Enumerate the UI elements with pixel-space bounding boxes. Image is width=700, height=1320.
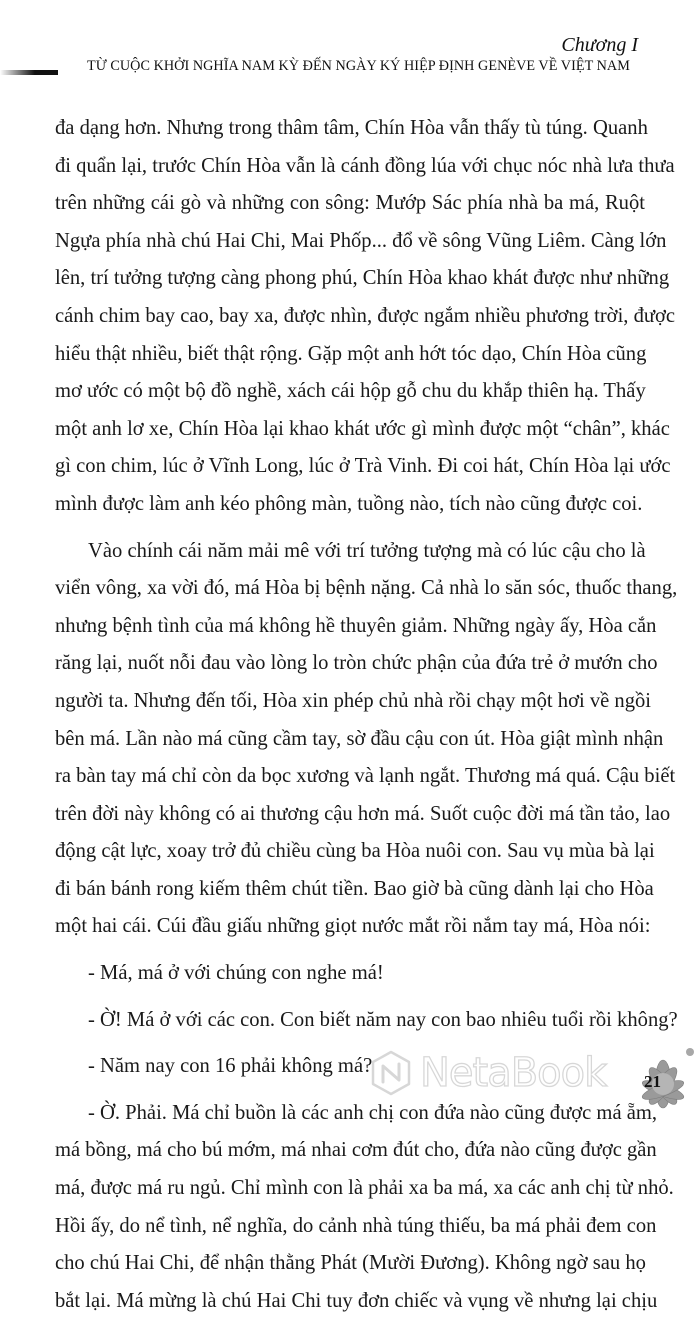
watermark <box>370 1050 606 1096</box>
text-line: răng lại, nuốt nỗi đau vào lòng lo tròn chức phận của đứa trẻ ở mướn cho <box>55 652 658 675</box>
text-line: người ta. Nhưng đến tối, Hòa xin phép chủ nhà rồi chạy một hơi về ngồi <box>55 689 652 712</box>
text-line: nhưng bệnh tình của má không hề thuyên giảm. Những ngày ấy, Hòa cắn <box>55 614 657 637</box>
text-line: cho chú Hai Chi, để nhận thằng Phát (Mười Đương). Không ngờ sau họ <box>55 1252 646 1275</box>
text-line: má, được má ru ngủ. Chỉ mình con là phải xa ba má, xa các anh chị từ nhỏ. <box>55 1177 674 1200</box>
text-line: đa dạng hơn. Nhưng trong thâm tâm, Chín Hòa vẫn thấy tù túng. Quanh <box>55 117 648 139</box>
text-line: đi bán bánh rong kiếm thêm chút tiền. Bao giờ bà cũng dành lại cho Hòa <box>55 877 654 900</box>
text-line: Vào chính cái năm mải mê với trí tưởng tượng mà có lúc cậu cho là <box>88 539 646 562</box>
dialog-line <box>55 955 645 993</box>
text-line: đi quẩn lại, trước Chín Hòa vẫn là cánh đồng lúa với chục nóc nhà lưa thưa <box>55 154 675 177</box>
paragraph-gap <box>55 524 645 533</box>
text-line: Hồi ấy, do nể tình, nể nghĩa, do cảnh nhà túng thiếu, ba má phải đem con <box>55 1214 657 1237</box>
text-line: trên những cái gò và những con sông: Mướp Sác phía nhà ba má, Ruột <box>55 192 645 215</box>
paragraph-gap <box>55 1039 645 1048</box>
text-line: - Ờ! Má ở với các con. Con biết năm nay con bao nhiêu tuổi rồi không? <box>88 1008 678 1031</box>
netabook-logo-icon <box>370 1050 412 1096</box>
text-line: Ngựa phía nhà chú Hai Chi, Mai Phốp... đổ về sông Vũng Liêm. Càng lớn <box>55 229 667 252</box>
running-header-title: TỪ CUỘC KHỞI NGHĨA NAM KỲ ĐẾN NGÀY KÝ HIỆP ĐỊNH GENÈVE VỀ VIỆT NAM <box>87 58 630 74</box>
text-line: hiểu thật nhiều, biết thật rộng. Gặp một anh hớt tóc dạo, Chín Hòa cũng <box>55 342 647 365</box>
paragraph-gap <box>55 946 645 955</box>
text-line: bên má. Lần nào má cũng cầm tay, sờ đầu cậu con út. Hòa giật mình nhận <box>55 727 664 750</box>
text-line: mơ ước có một bộ đồ nghề, xách cái hộp gỗ chu du khắp thiên hạ. Thấy <box>55 380 646 403</box>
chapter-label: Chương I <box>561 34 638 56</box>
paragraph <box>55 110 676 524</box>
text-line: - Ờ. Phải. Má chỉ buồn là các anh chị con đứa nào cũng được má ẵm, <box>88 1101 658 1124</box>
text-line: ra bàn tay má chỉ còn da bọc xương và lạnh ngắt. Thương má quá. Cậu biết <box>55 765 676 788</box>
text-line: lên, trí tưởng tượng càng phong phú, Chín Hòa khao khát được như những <box>55 267 670 290</box>
paragraph <box>55 533 678 947</box>
text-line: mình được làm anh kéo phông màn, tuồng nào, tích nào cũng được coi. <box>55 492 643 515</box>
text-line: viển vông, xa vời đó, má Hòa bị bệnh nặng. Cả nhà lo săn sóc, thuốc thang, <box>55 577 678 600</box>
paragraph <box>55 1095 674 1320</box>
text-line: - Năm nay con 16 phải không má? <box>88 1055 373 1078</box>
dialog-line <box>55 1002 678 1040</box>
page-number: 21 <box>644 1072 661 1091</box>
text-line: gì con chim, lúc ở Vĩnh Long, lúc ở Trà Vinh. Đi coi hát, Chín Hòa lại ước <box>55 455 671 478</box>
text-line: bắt lại. Má mừng là chú Hai Chi tuy đơn chiếc và vụng về nhưng lại chịu <box>55 1289 658 1312</box>
text-line: cánh chim bay cao, bay xa, được nhìn, được ngắm nhiều phương trời, được <box>55 304 676 327</box>
text-line: một anh lơ xe, Chín Hòa lại khao khát ước gì mình được một “chân”, khác <box>55 417 670 440</box>
text-line: má bồng, má cho bú mớm, má nhai cơm đút cho, đứa nào cũng được gần <box>55 1139 657 1162</box>
watermark-text: NetaBook <box>420 1050 607 1096</box>
text-line: trên đời này không có ai thương cậu hơn má. Suốt cuộc đời má tần tảo, lao <box>55 802 671 825</box>
header-rule <box>0 70 58 75</box>
text-line: một hai cái. Cúi đầu giấu những giọt nước mắt rồi nắm tay má, Hòa nói: <box>55 915 651 938</box>
text-line: động cật lực, xoay trở đủ chiều cùng ba Hòa nuôi con. Sau vụ mùa bà lại <box>55 840 655 863</box>
lotus-flower-icon <box>628 1046 698 1116</box>
text-line: - Má, má ở với chúng con nghe má! <box>88 962 384 985</box>
paragraph-gap <box>55 993 645 1002</box>
